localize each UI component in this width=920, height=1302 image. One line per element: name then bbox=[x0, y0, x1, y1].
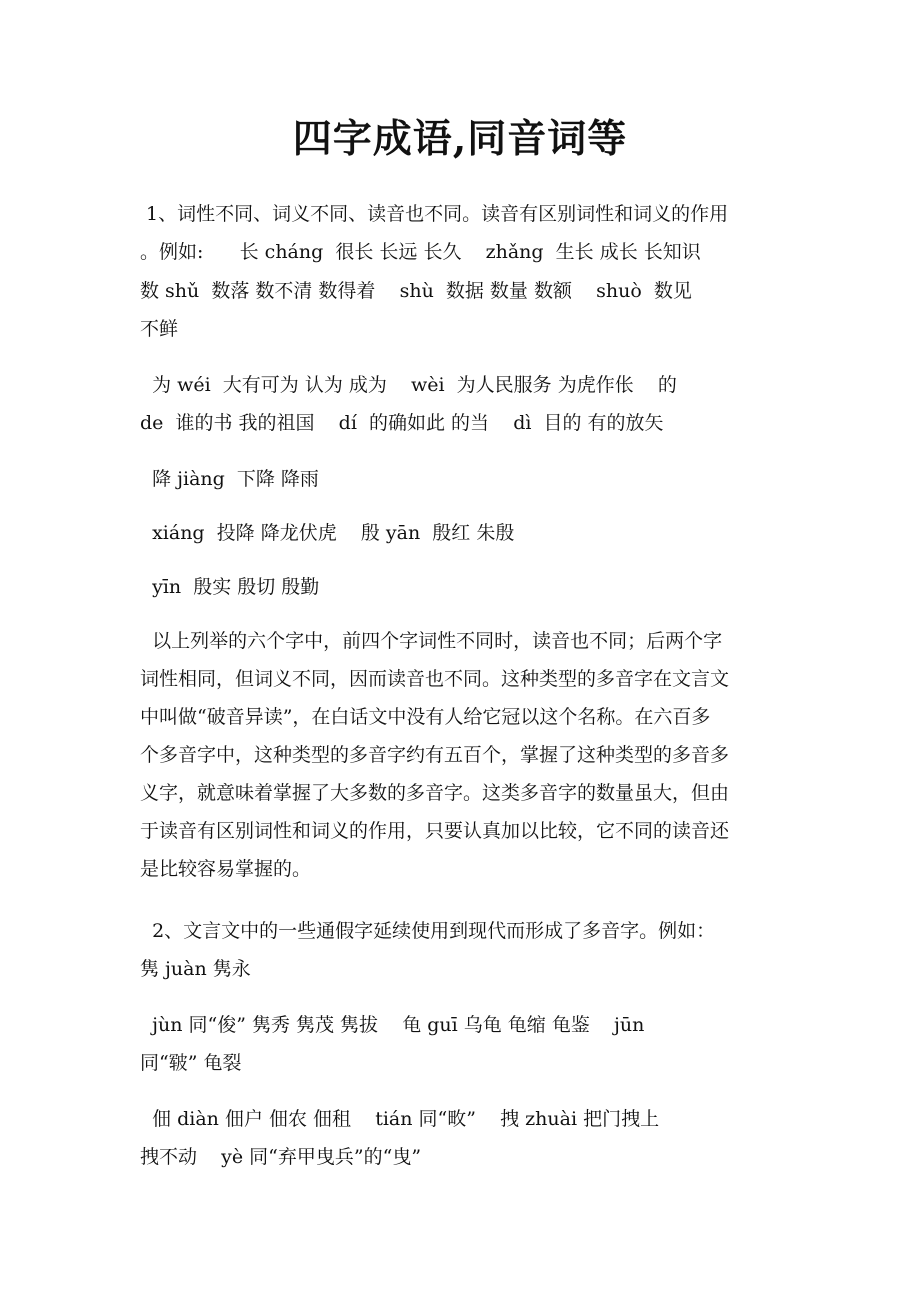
text-line: 。例如: 长 cháng 很长 长远 长久 zhǎng 生长 成长 长知识 bbox=[140, 241, 701, 263]
text-line: jùn 同“俊” 隽秀 隽茂 隽拔 龟 guī 乌龟 龟缩 龟鉴 jūn bbox=[140, 1014, 645, 1036]
text-line: 于读音有区别词性和词义的作用，只要认真加以比较，它不同的读音还 bbox=[140, 820, 730, 842]
text-line: 2、文言文中的一些通假字延续使用到现代而形成了多音字。例如： bbox=[140, 920, 716, 942]
text-line: 1、词性不同、词义不同、读音也不同。读音有区别词性和词义的作用 bbox=[140, 203, 729, 225]
text-line: 隽 juàn 隽永 bbox=[140, 958, 251, 980]
text-line: 中叫做“破音异读”，在白话文中没有人给它冠以这个名称。在六百多 bbox=[140, 706, 711, 728]
text-line: 义字，就意味着掌握了大多数的多音字。这类多音字的数量虽大，但由 bbox=[140, 782, 730, 804]
text-line: 为 wéi 大有可为 认为 成为 wèi 为人民服务 为虎作伥 的 bbox=[140, 374, 677, 396]
text-line: de 谁的书 我的祖国 dí 的确如此 的当 dì 目的 有的放矢 bbox=[140, 412, 664, 434]
text-line: yīn 殷实 殷切 殷勤 bbox=[140, 576, 320, 598]
text-line: 数 shǔ 数落 数不清 数得着 shù 数据 数量 数额 shuò 数见 bbox=[140, 280, 692, 302]
text-line: 降 jiàng 下降 降雨 bbox=[140, 468, 319, 490]
text-line: 佃 diàn 佃户 佃农 佃租 tián 同“畋” 拽 zhuài 把门拽上 bbox=[140, 1108, 660, 1130]
text-line: 不鲜 bbox=[140, 318, 179, 340]
text-line: 同“皲” 龟裂 bbox=[140, 1052, 242, 1074]
document-title: 四字成语,同音词等 bbox=[292, 116, 628, 162]
text-line: 拽不动 yè 同“弃甲曳兵”的“曳” bbox=[140, 1146, 422, 1168]
text-line: 是比较容易掌握的。 bbox=[140, 858, 312, 880]
text-line: xiáng 投降 降龙伏虎 殷 yān 殷红 朱殷 bbox=[140, 522, 515, 544]
text-line: 词性相同，但词义不同，因而读音也不同。这种类型的多音字在文言文 bbox=[140, 668, 730, 690]
text-line: 以上列举的六个字中，前四个字词性不同时，读音也不同；后两个字 bbox=[140, 630, 723, 652]
text-line: 个多音字中，这种类型的多音字约有五百个，掌握了这种类型的多音多 bbox=[140, 744, 730, 766]
